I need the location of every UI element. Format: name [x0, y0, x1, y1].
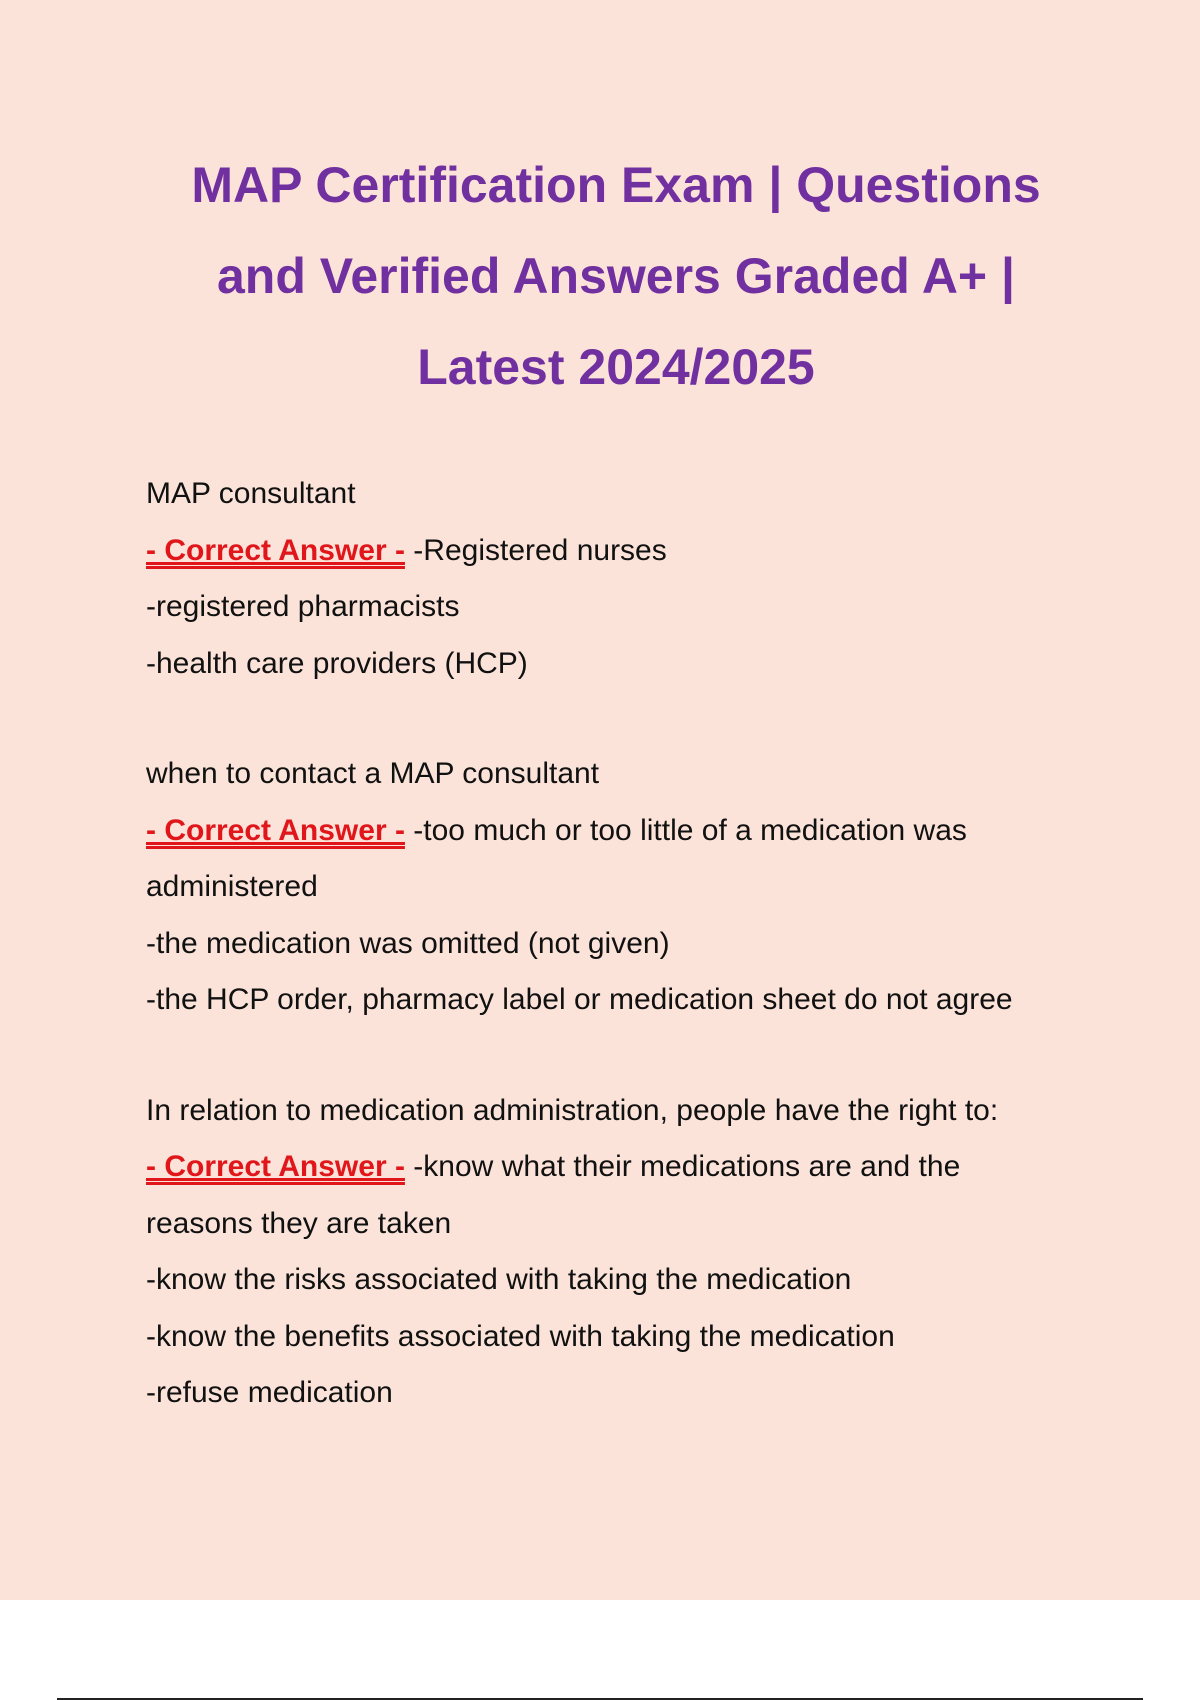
answer-first-line	[146, 523, 1106, 580]
answer-line: reasons they are taken	[146, 1206, 452, 1240]
qa-content	[146, 466, 1106, 1476]
question-text: when to contact a MAP consultant	[146, 757, 600, 790]
qa-item	[146, 466, 1106, 692]
answer-line: -registered pharmacists	[146, 590, 460, 623]
answer-line: -the HCP order, pharmacy label or medication sheet do not agree	[146, 983, 1013, 1016]
answer-line: -know the benefits associated with taking the medication	[146, 1319, 895, 1353]
answer-line: -health care providers (HCP)	[146, 646, 528, 680]
correct-answer-label: - Correct Answer -	[146, 813, 405, 847]
answer-line: -refuse medication	[146, 1376, 393, 1409]
correct-answer-label: - Correct Answer -	[146, 533, 405, 567]
answer-line: -the medication was omitted (not given)	[146, 926, 670, 960]
answer-text: -know what their medications are and the	[413, 1150, 961, 1183]
answer-line: administered	[146, 870, 318, 903]
question-text: MAP consultant	[146, 477, 356, 510]
document-title: MAP Certification Exam | Questions and Verified Answers Graded A+ | Latest 2024/2025	[191, 157, 1041, 395]
answer-text: -too much or too little of a medication was	[413, 813, 967, 847]
qa-item	[146, 1083, 1106, 1422]
question-text: In relation to medication administration, people have the right to:	[146, 1093, 999, 1127]
correct-answer-label: - Correct Answer -	[146, 1150, 405, 1183]
answer-first-line	[146, 803, 1106, 860]
qa-item	[146, 746, 1106, 1029]
answer-line: -know the risks associated with taking the medication	[146, 1263, 852, 1296]
answer-text: -Registered nurses	[413, 533, 667, 567]
answer-first-line	[146, 1139, 1106, 1196]
